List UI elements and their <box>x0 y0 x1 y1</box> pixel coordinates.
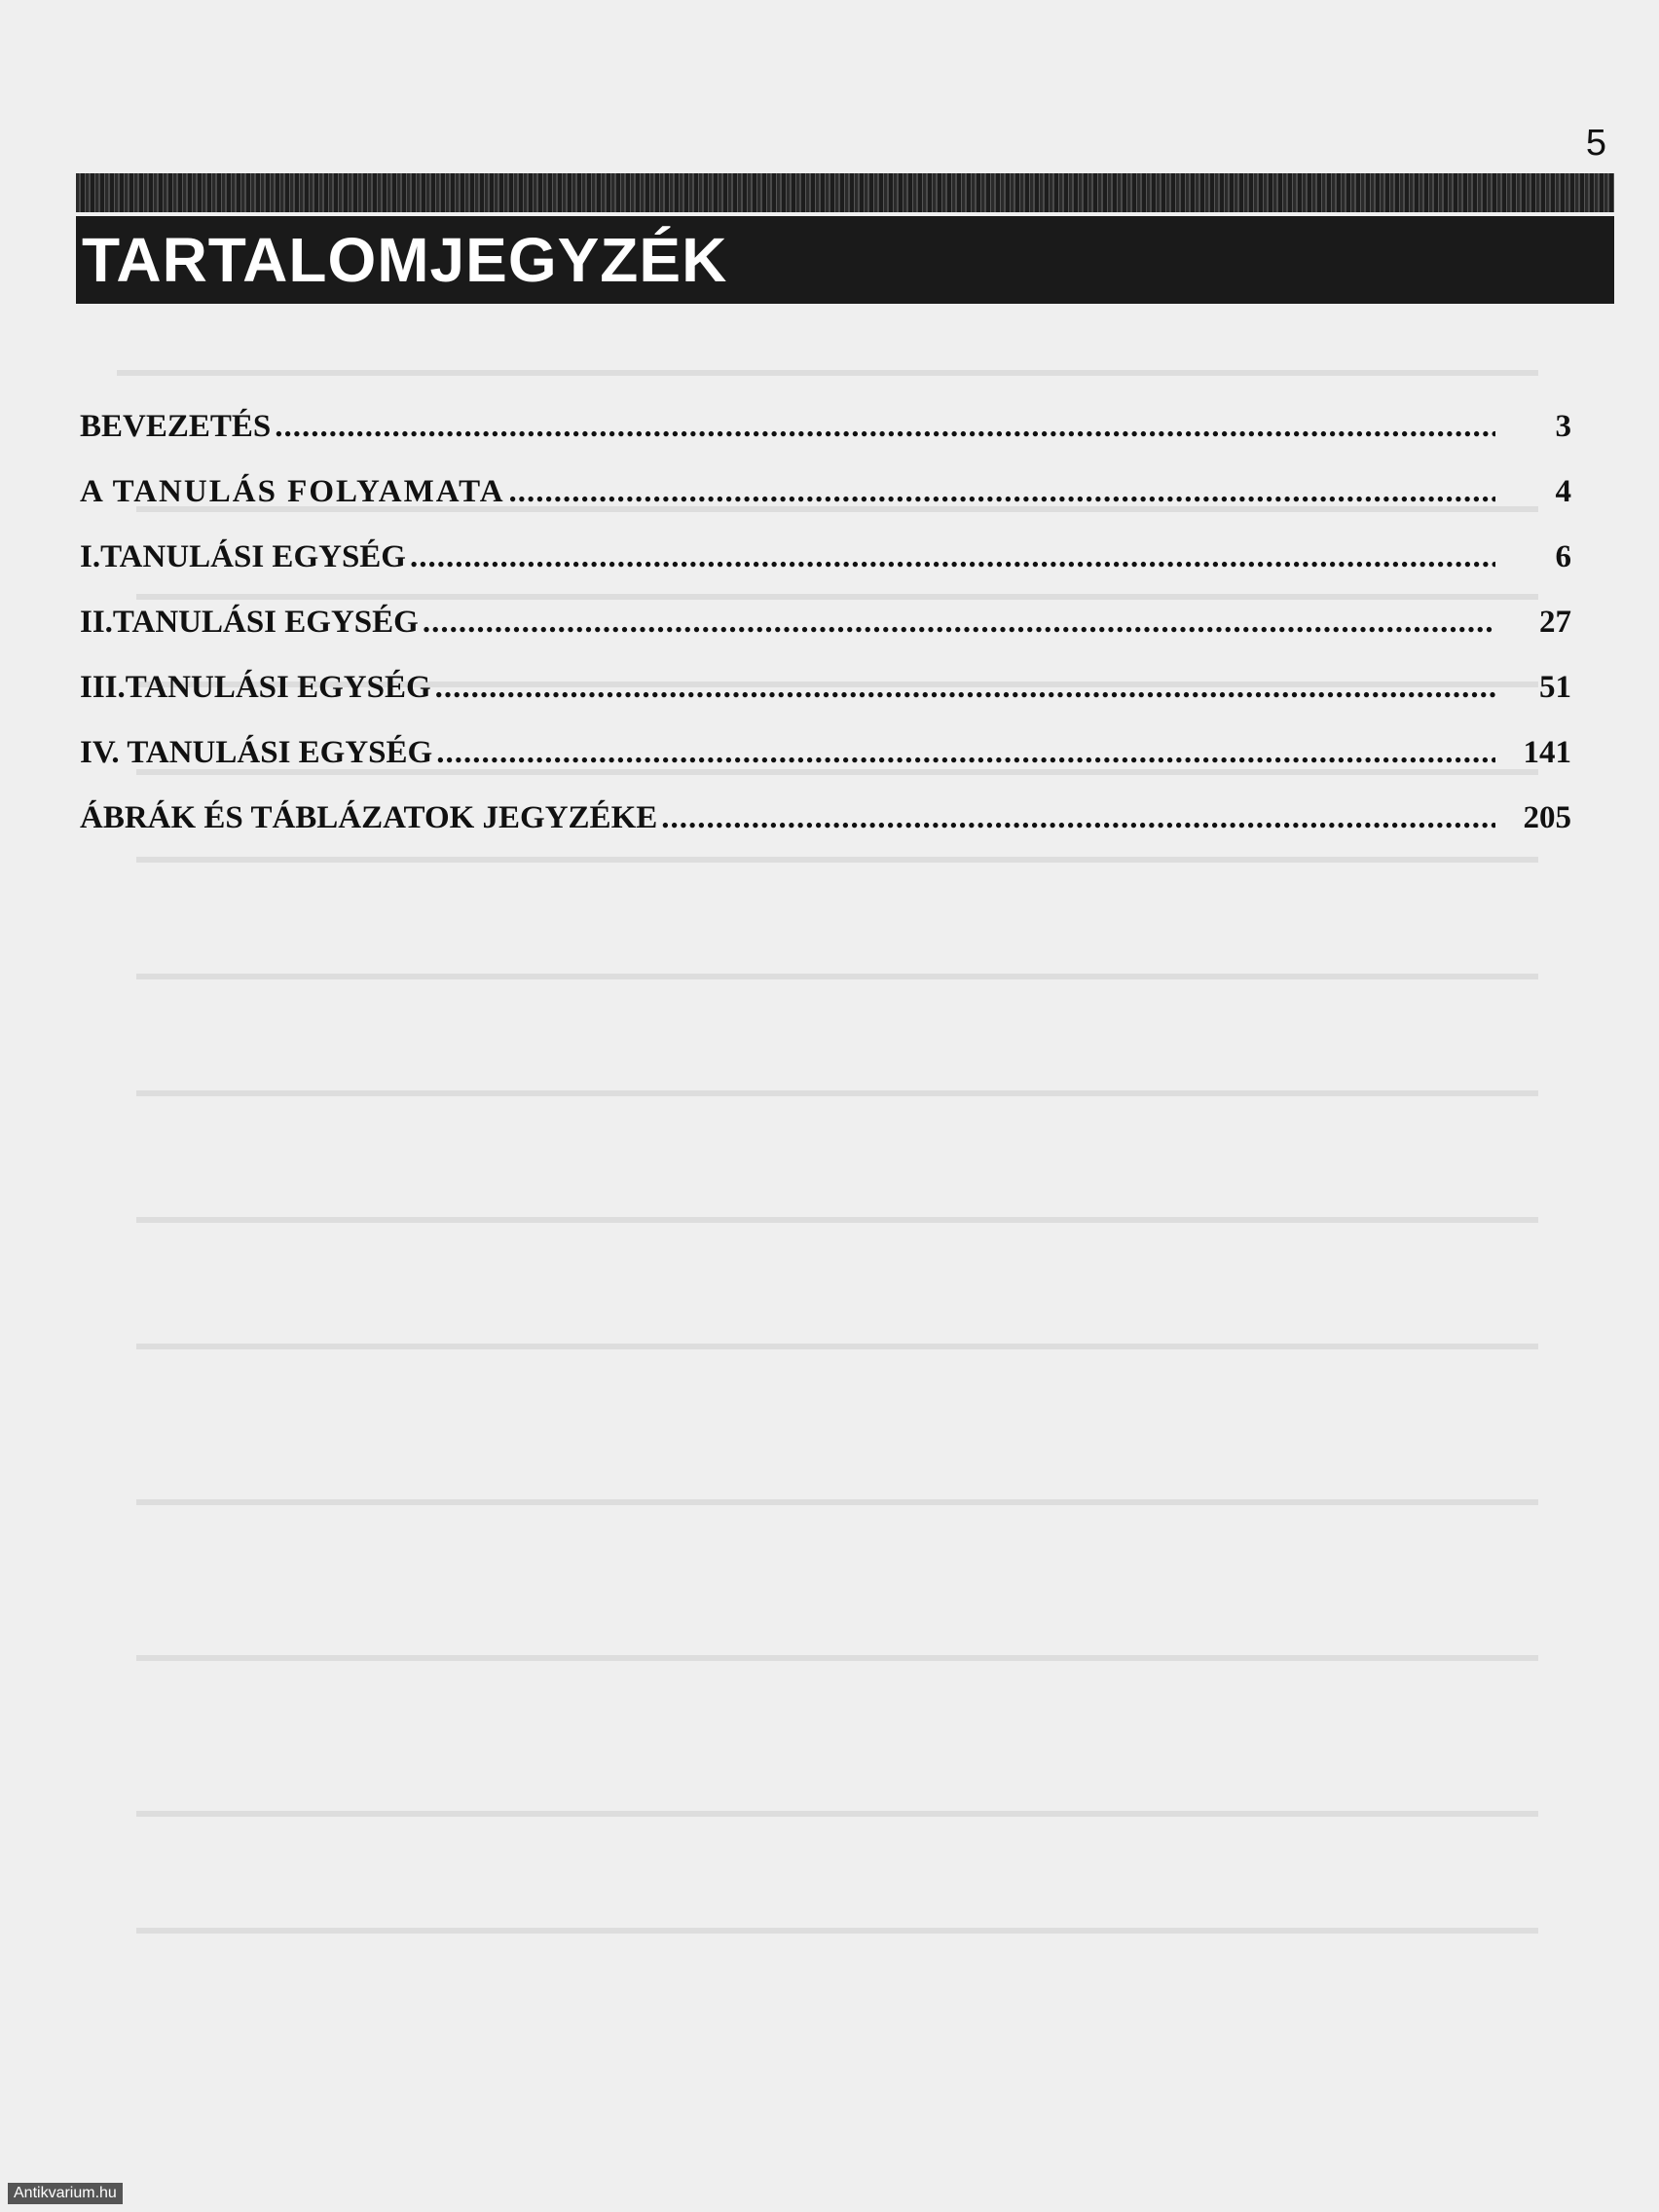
page-title: TARTALOMJEGYZÉK <box>82 225 728 295</box>
title-banner-main <box>76 216 1614 304</box>
toc-entry-label: IV. TANULÁSI EGYSÉG <box>80 735 433 770</box>
toc-leader-dots <box>436 735 1495 771</box>
toc-entry-tanulas-folyamata[interactable] <box>80 474 1571 539</box>
toc-entry-tanulasi-egyseg-4[interactable] <box>80 735 1571 800</box>
toc-leader-dots <box>410 539 1495 575</box>
page-number: 5 <box>1585 123 1606 164</box>
toc-entry-label: ÁBRÁK ÉS TÁBLÁZATOK JEGYZÉKE <box>80 800 658 835</box>
toc-leader-dots <box>661 800 1495 836</box>
toc-entry-abrak-tablazatok[interactable] <box>80 800 1571 866</box>
title-banner <box>76 173 1614 304</box>
toc-leader-dots <box>435 670 1495 706</box>
toc-entry-page: 4 <box>1555 474 1571 509</box>
toc-entry-tanulasi-egyseg-1[interactable] <box>80 539 1571 605</box>
toc-leader-dots <box>509 474 1495 510</box>
toc-entry-page: 51 <box>1539 670 1571 705</box>
title-banner-texture <box>76 173 1614 212</box>
toc-entry-page: 27 <box>1539 605 1571 640</box>
watermark: Antikvarium.hu <box>8 2183 123 2204</box>
toc-entry-page: 6 <box>1555 539 1571 574</box>
toc-leader-dots <box>275 409 1495 445</box>
table-of-contents <box>80 409 1571 866</box>
toc-entry-label: III.TANULÁSI EGYSÉG <box>80 670 431 705</box>
toc-entry-label: BEVEZETÉS <box>80 409 272 444</box>
toc-entry-page: 141 <box>1523 735 1571 770</box>
toc-entry-label: A TANULÁS FOLYAMATA <box>80 474 505 509</box>
toc-entry-page: 3 <box>1555 409 1571 444</box>
toc-entry-label: II.TANULÁSI EGYSÉG <box>80 605 419 640</box>
toc-entry-page: 205 <box>1523 800 1571 835</box>
toc-entry-bevezetes[interactable] <box>80 409 1571 474</box>
toc-entry-label: I.TANULÁSI EGYSÉG <box>80 539 406 574</box>
toc-entry-tanulasi-egyseg-3[interactable] <box>80 670 1571 735</box>
toc-entry-tanulasi-egyseg-2[interactable] <box>80 605 1571 670</box>
toc-leader-dots <box>423 605 1495 641</box>
